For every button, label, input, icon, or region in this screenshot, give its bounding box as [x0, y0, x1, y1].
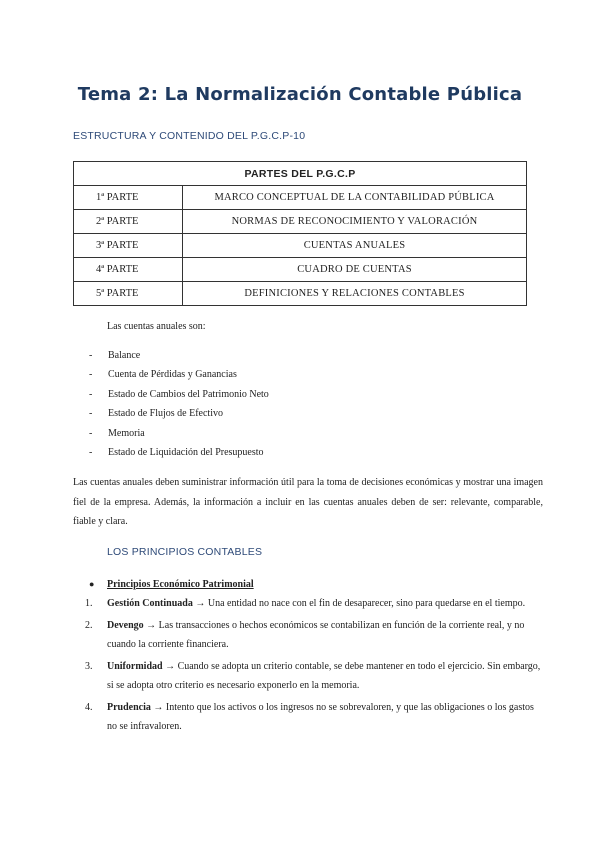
list-item-text: Cuenta de Pérdidas y Ganancias — [108, 369, 237, 381]
list-item-text: Balance — [108, 350, 141, 361]
section-heading-principles: LOS PRINCIPIOS CONTABLES — [107, 546, 263, 558]
dash-marker: - — [89, 408, 93, 420]
part-cell: 1ª PARTE — [74, 186, 183, 210]
dash-marker: - — [89, 427, 93, 439]
part-cell: 2ª PARTE — [74, 210, 183, 234]
item-number: 1. — [85, 598, 93, 609]
table-row — [74, 234, 527, 258]
list-item-text: Estado de Cambios del Patrimonio Neto — [108, 388, 269, 400]
intro-text: Las cuentas anuales son: — [107, 321, 206, 332]
table-row — [74, 186, 527, 210]
principle-item — [73, 698, 543, 736]
principle-term: Uniformidad — [107, 661, 163, 672]
pgcp-parts-table — [73, 161, 527, 306]
bullet-icon: ● — [89, 579, 95, 589]
arrow-icon: → — [153, 702, 164, 713]
arrow-icon: → — [146, 620, 157, 631]
item-number: 2. — [85, 620, 93, 631]
list-item-text: Estado de Flujos de Efectivo — [108, 408, 223, 420]
arrow-icon: → — [165, 661, 176, 672]
table-header: PARTES DEL P.G.C.P — [74, 162, 527, 186]
principle-term: Gestión Continuada — [107, 598, 193, 609]
principles-group-title: Principios Económico Patrimonial — [107, 579, 254, 590]
annual-accounts-paragraph: Las cuentas anuales deben suministrar información útil para la toma de decisiones económicas y mostrar una imagen fiel de la empresa. Además, la información a incluir en las cuentas anuales deben de ser: relevante, comparable, fiable y clara. — [73, 477, 543, 527]
dash-marker: - — [89, 369, 93, 381]
list-item-text: Estado de Liquidación del Presupuesto — [108, 446, 264, 458]
principles-group — [73, 575, 543, 594]
principle-item — [73, 594, 543, 613]
arrow-icon: → — [195, 598, 206, 609]
description-cell: CUADRO DE CUENTAS — [183, 258, 527, 282]
page-title: Tema 2: La Normalización Contable Pública — [77, 84, 523, 105]
principles-list — [73, 575, 543, 736]
list-item-text: Memoria — [108, 427, 145, 439]
item-number: 3. — [85, 661, 93, 672]
description-cell: NORMAS DE RECONOCIMIENTO Y VALORACIÓN — [183, 210, 527, 234]
principle-item — [73, 616, 543, 654]
principle-term: Prudencia — [107, 702, 151, 713]
dash-marker: - — [89, 446, 93, 458]
part-cell: 5ª PARTE — [74, 282, 183, 306]
principle-text: Intento que los activos o los ingresos no se sobrevaloren, y que las obligaciones o los gastos no se infravaloren. — [107, 702, 534, 732]
table-row — [74, 258, 527, 282]
table-header-row — [74, 162, 527, 186]
table-row — [74, 282, 527, 306]
description-cell: CUENTAS ANUALES — [183, 234, 527, 258]
section-heading-structure: ESTRUCTURA Y CONTENIDO DEL P.G.C.P-10 — [73, 130, 306, 142]
description-cell: MARCO CONCEPTUAL DE LA CONTABILIDAD PÚBLICA — [183, 186, 527, 210]
principle-text: Una entidad no nace con el fin de desaparecer, sino para quedarse en el tiempo. — [207, 598, 526, 609]
dash-marker: - — [89, 388, 93, 400]
principle-term: Devengo — [107, 620, 144, 631]
description-cell: DEFINICIONES Y RELACIONES CONTABLES — [183, 282, 527, 306]
principle-item — [73, 657, 543, 695]
item-number: 4. — [85, 702, 93, 713]
principle-text: Cuando se adopta un criterio contable, se debe mantener en todo el ejercicio. Sin embargo, si se adopta otro criterio es necesario exponerlo en la memoria. — [107, 661, 541, 691]
part-cell: 3ª PARTE — [74, 234, 183, 258]
dash-marker: - — [89, 350, 93, 361]
table-row — [74, 210, 527, 234]
principle-text: Las transacciones o hechos económicos se contabilizan en función de la corriente real, y no cuando la corriente financiera. — [107, 620, 525, 650]
part-cell: 4ª PARTE — [74, 258, 183, 282]
